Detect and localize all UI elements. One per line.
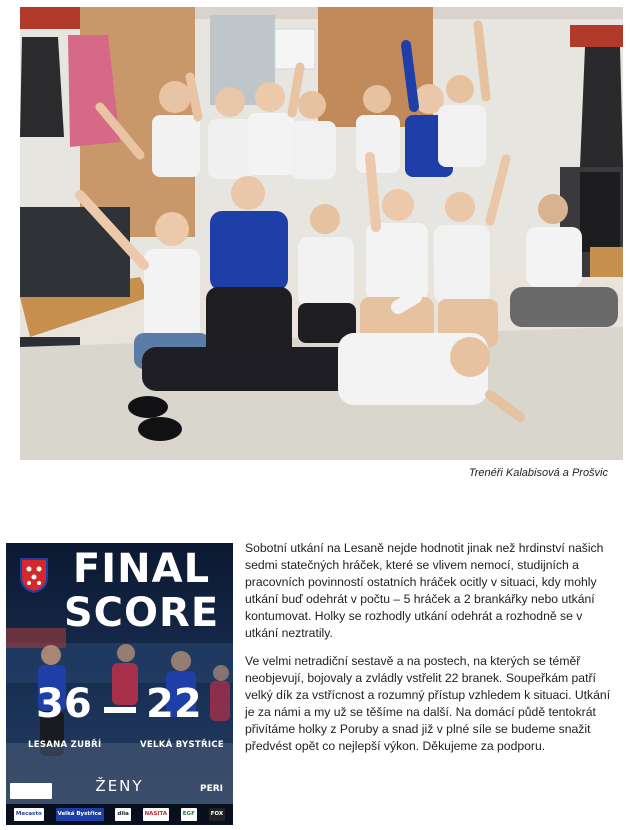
article-paragraph: Ve velmi netradiční sestavě a na postech, na kterých se téměř neobjevují, bojovaly a zvládly vstřelit 22 branek. Soupeřkám patří velký dík za vstřícnost a rozumný přístup vzhledem k situaci. Utkání je za námi a my už se těšíme na další. Na domácí půdě tentokrát přivítáme holky z Poruby a snad již v plné síle se budeme snažit předvést opět co nejlepší výkon. Děkujeme za podporu. [245,654,611,753]
photo-caption: Trenéři Kalabisová a Prošvic [468,467,608,479]
home-team-name: LESANA ZUBŘÍ [28,740,102,750]
sponsor-logo: EGF [181,808,197,821]
final-score-poster [6,543,233,825]
away-score: 22 [146,681,202,727]
poster-headline-final: FINAL [72,546,211,592]
poster-headline-score: SCORE [63,590,220,636]
away-team-name: VELKÁ BYSTŘICE [140,740,224,750]
article-paragraph: Sobotní utkání na Lesaně nejde hodnotit jinak než hrdinství našich sedmi statečných hráček, které se vlivem nemocí, studijních a pracovních povinností ostatních hráček ocitly v situaci, kdy mohly utkání buď odehrát v počtu – 5 hráček a 2 brankářky nebo utkání kontumovat. Holky se rozhodly utkání odehrát a rozhodně se v utkání neztratily. [245,541,604,640]
sponsor-logo: NASITA [143,808,169,821]
sponsor-bar [6,804,233,825]
sponsor-logo: Mecasto [14,808,44,821]
category-label: ŽENY [95,777,144,795]
sponsor-logo: FOX [209,808,225,821]
home-score: 36 [36,681,92,727]
team-photo [20,7,623,460]
sponsor-logo: Velká Bystřice [56,808,104,821]
club-crest-icon [19,557,49,593]
sponsor-logo: dila [115,808,130,821]
score-dash [104,707,136,713]
article-body [245,540,615,766]
sponsor-peri-logo: PERI [200,784,224,794]
